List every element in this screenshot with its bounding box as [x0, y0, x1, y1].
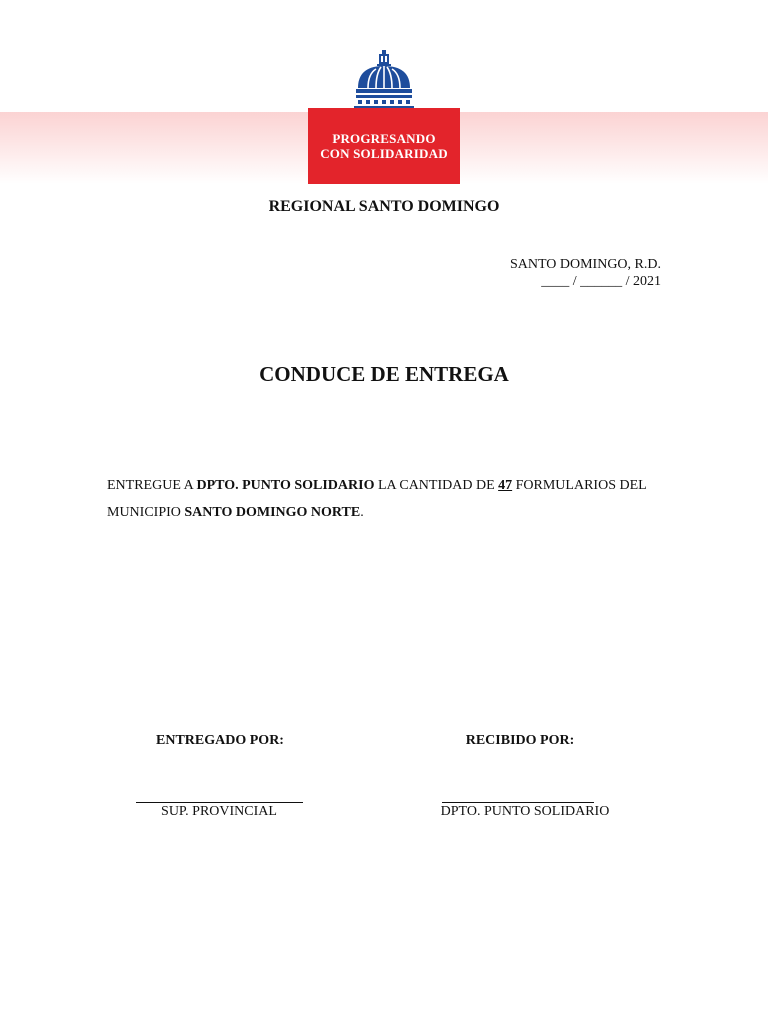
dome-icon	[352, 50, 416, 110]
body-text-2: LA CANTIDAD DE	[374, 478, 499, 493]
body-text-4: .	[360, 505, 364, 520]
body-paragraph	[107, 472, 667, 526]
delivered-by-role: SUP. PROVINCIAL	[161, 804, 277, 819]
logo-line-2: CON SOLIDARIDAD	[320, 146, 448, 161]
place-date	[510, 256, 661, 290]
logo-banner	[308, 108, 460, 184]
received-signature-line	[442, 802, 594, 803]
logo-line-1: PROGRESANDO	[332, 131, 436, 146]
document-title: CONDUCE DE ENTREGA	[259, 362, 509, 386]
recipient-name: DPTO. PUNTO SOLIDARIO	[196, 478, 375, 493]
body-text-3: FORMULARIOS DEL MUNICIPIO	[107, 478, 647, 520]
date-text: ____ / ______ / 2021	[541, 274, 661, 289]
municipality-name: SANTO DOMINGO NORTE	[184, 505, 361, 520]
body-text-1: ENTREGUE A	[107, 478, 197, 493]
quantity-value: 47	[498, 478, 513, 493]
logo	[308, 28, 460, 184]
regional-heading: REGIONAL SANTO DOMINGO	[268, 198, 500, 215]
received-by-label: RECIBIDO POR:	[465, 733, 575, 748]
received-by-role: DPTO. PUNTO SOLIDARIO	[440, 804, 610, 819]
place-text: SANTO DOMINGO, R.D.	[509, 257, 661, 272]
delivered-signature-line	[136, 802, 303, 803]
delivered-by-label: ENTREGADO POR:	[156, 733, 284, 748]
